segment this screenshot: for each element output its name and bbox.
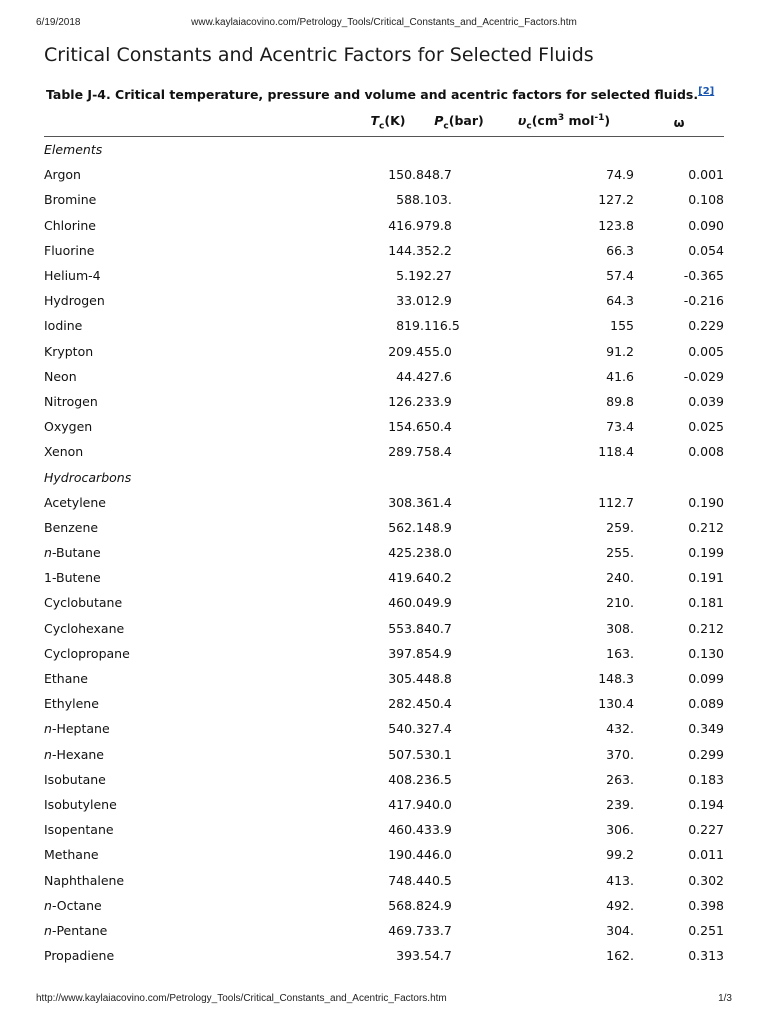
- critical-pressure-cell: 33.9: [424, 822, 452, 838]
- critical-pressure-cell: 48.7: [424, 167, 452, 183]
- fluid-name-cell: [44, 263, 344, 288]
- fluid-name: Propadiene: [44, 948, 115, 964]
- critical-temperature-cell: 553.8: [388, 620, 424, 636]
- group-label: Hydrocarbons: [44, 469, 132, 485]
- acentric-factor-cell: 0.183: [688, 771, 724, 787]
- fluid-name-cell: [44, 515, 344, 540]
- fluid-name: Isopentane: [44, 822, 114, 838]
- print-date: 6/19/2018: [36, 17, 81, 28]
- acentric-factor-cell: 0.039: [688, 393, 724, 409]
- critical-temperature-cell: 417.9: [388, 796, 424, 812]
- print-header: [36, 17, 732, 31]
- critical-temperature-cell: 460.0: [388, 595, 424, 611]
- critical-pressure-cell: 40.7: [424, 620, 452, 636]
- fluid-name: Methane: [44, 847, 99, 863]
- table-row: [44, 439, 724, 464]
- fluid-name-cell: [44, 288, 344, 313]
- critical-temperature-cell: 393.: [396, 948, 424, 964]
- header-critical-pressure: $P_c(bar)$: [424, 108, 494, 137]
- table-row: [44, 817, 724, 842]
- critical-pressure-cell: 40.2: [424, 570, 452, 586]
- fluid-name-cell: [44, 238, 344, 263]
- critical-temperature-cell: 419.6: [388, 570, 424, 586]
- fluid-name: Isobutane: [44, 771, 106, 787]
- critical-volume-cell: 41.6: [606, 368, 634, 384]
- table-row: [44, 540, 724, 565]
- fluid-name-cell: [44, 767, 344, 792]
- table-body: [44, 137, 724, 969]
- fluid-name: Oxygen: [44, 419, 93, 435]
- critical-volume-cell: 308.: [606, 620, 634, 636]
- critical-temperature-cell: 748.4: [388, 872, 424, 888]
- critical-pressure-cell: 38.0: [424, 545, 452, 561]
- acentric-factor-cell: 0.089: [688, 696, 724, 712]
- acentric-factor-cell: -0.216: [683, 293, 724, 309]
- critical-temperature-cell: 460.4: [388, 822, 424, 838]
- critical-volume-cell: 64.3: [606, 293, 634, 309]
- critical-pressure-cell: 40.5: [424, 872, 452, 888]
- table-header-row: [44, 108, 724, 137]
- critical-temperature-cell: 154.6: [388, 419, 424, 435]
- fluid-name: Nitrogen: [44, 393, 98, 409]
- critical-volume-cell: 127.2: [598, 192, 634, 208]
- critical-volume-cell: 66.3: [606, 242, 634, 258]
- critical-temperature-cell: 5.19: [396, 268, 424, 284]
- acentric-factor-cell: 0.191: [688, 570, 724, 586]
- critical-pressure-cell: 12.9: [424, 293, 452, 309]
- acentric-factor-cell: -0.029: [683, 368, 724, 384]
- fluid-name: Fluorine: [44, 242, 95, 258]
- critical-volume-cell: 130.4: [598, 696, 634, 712]
- critical-volume-cell: 123.8: [598, 217, 634, 233]
- table-group-row: [44, 464, 724, 489]
- table-row: [44, 691, 724, 716]
- fluid-name-cell: [44, 943, 344, 968]
- critical-volume-cell: 162.: [606, 948, 634, 964]
- table-row: [44, 565, 724, 590]
- table-row: [44, 590, 724, 615]
- acentric-factor-cell: 0.025: [688, 419, 724, 435]
- critical-temperature-cell: 33.0: [396, 293, 424, 309]
- fluid-name-cell: [44, 742, 344, 767]
- fluid-name-cell: [44, 918, 344, 943]
- critical-temperature-cell: 150.8: [388, 167, 424, 183]
- critical-volume-cell: 148.3: [598, 671, 634, 687]
- table-row: [44, 288, 724, 313]
- acentric-factor-cell: 0.008: [688, 444, 724, 460]
- fluid-name-cell: [44, 439, 344, 464]
- fluid-name: Cyclobutane: [44, 595, 123, 611]
- critical-volume-cell: 163.: [606, 645, 634, 661]
- header-critical-volume: $\upsilon_c(cm^3$ mol$^{-1}$): [494, 108, 634, 137]
- fluid-name: Iodine: [44, 318, 83, 334]
- critical-temperature-cell: 562.1: [388, 519, 424, 535]
- critical-volume-cell: 89.8: [606, 393, 634, 409]
- table-caption-text: Table J-4. Critical temperature, pressure and volume and acentric factors for selected fluids.: [46, 87, 699, 102]
- acentric-factor-cell: 0.229: [688, 318, 724, 334]
- critical-pressure-cell: 2.27: [424, 268, 452, 284]
- critical-temperature-cell: 408.2: [388, 771, 424, 787]
- critical-volume-cell: 91.2: [606, 343, 634, 359]
- fluid-name: Krypton: [44, 343, 94, 359]
- acentric-factor-cell: 0.108: [688, 192, 724, 208]
- fluid-name: Hydrogen: [44, 293, 105, 309]
- fluid-name-cell: [44, 364, 344, 389]
- acentric-factor-cell: 0.011: [688, 847, 724, 863]
- critical-temperature-cell: 308.3: [388, 494, 424, 510]
- table-row: [44, 666, 724, 691]
- critical-pressure-cell: 33.7: [424, 922, 452, 938]
- fluid-name: Neon: [44, 368, 77, 384]
- table-row: [44, 842, 724, 867]
- fluid-name: Cyclopropane: [44, 645, 130, 661]
- fluid-name: -Octane: [51, 897, 102, 913]
- critical-volume-cell: 492.: [606, 897, 634, 913]
- critical-volume-cell: 432.: [606, 721, 634, 737]
- fluid-name-prefix: n: [44, 545, 52, 561]
- table-row: [44, 364, 724, 389]
- fluid-name-prefix: n: [44, 922, 52, 938]
- fluid-name-cell: [44, 691, 344, 716]
- fluid-name-prefix: n: [44, 721, 52, 737]
- footer-url: http://www.kaylaiacovino.com/Petrology_Tools/Critical_Constants_and_Acentric_Factors.htm: [36, 993, 447, 1004]
- critical-pressure-cell: 61.4: [424, 494, 452, 510]
- critical-temperature-cell: 209.4: [388, 343, 424, 359]
- critical-temperature-cell: 190.4: [388, 847, 424, 863]
- fluid-name: Naphthalene: [44, 872, 125, 888]
- critical-temperature-cell: 289.7: [388, 444, 424, 460]
- critical-volume-cell: 304.: [606, 922, 634, 938]
- fluid-name-cell: [44, 842, 344, 867]
- critical-pressure-cell: 58.4: [424, 444, 452, 460]
- fluid-name: Ethylene: [44, 696, 99, 712]
- table-row: [44, 490, 724, 515]
- table-group-row: [44, 137, 724, 163]
- fluid-name: -Butane: [51, 545, 101, 561]
- acentric-factor-cell: 0.251: [688, 922, 724, 938]
- table-row: [44, 767, 724, 792]
- fluid-name-prefix: n: [44, 746, 52, 762]
- critical-temperature-cell: 540.3: [388, 721, 424, 737]
- critical-pressure-cell: 48.9: [424, 519, 452, 535]
- reference-link[interactable]: [2]: [698, 86, 715, 97]
- fluid-name-cell: [44, 893, 344, 918]
- critical-temperature-cell: 588.: [396, 192, 424, 208]
- fluid-name-cell: [44, 339, 344, 364]
- critical-volume-cell: 210.: [606, 595, 634, 611]
- table-row: [44, 238, 724, 263]
- fluid-name: Cyclohexane: [44, 620, 125, 636]
- critical-volume-cell: 240.: [606, 570, 634, 586]
- fluid-name: Xenon: [44, 444, 84, 460]
- critical-temperature-cell: 282.4: [388, 696, 424, 712]
- critical-temperature-cell: 416.9: [388, 217, 424, 233]
- acentric-factor-cell: 0.099: [688, 671, 724, 687]
- critical-pressure-cell: 52.2: [424, 242, 452, 258]
- critical-volume-cell: 306.: [606, 822, 634, 838]
- acentric-factor-cell: -0.365: [683, 268, 724, 284]
- critical-pressure-cell: 40.0: [424, 796, 452, 812]
- acentric-factor-cell: 0.054: [688, 242, 724, 258]
- critical-pressure-cell: 27.4: [424, 721, 452, 737]
- acentric-factor-cell: 0.313: [688, 948, 724, 964]
- table-row: [44, 867, 724, 892]
- table-row: [44, 742, 724, 767]
- table-row: [44, 339, 724, 364]
- table-row: [44, 162, 724, 187]
- critical-volume-cell: 155: [610, 318, 634, 334]
- fluid-name: -Pentane: [51, 922, 108, 938]
- table-row: [44, 918, 724, 943]
- critical-volume-cell: 57.4: [606, 268, 634, 284]
- fluid-name-prefix: n: [44, 897, 52, 913]
- table-row: [44, 414, 724, 439]
- header-acentric-factor: ω: [634, 108, 724, 137]
- page-number: 1/3: [718, 993, 732, 1004]
- table-row: [44, 943, 724, 968]
- group-label: Elements: [44, 142, 103, 158]
- print-footer: [36, 993, 732, 1007]
- critical-volume-cell: 413.: [606, 872, 634, 888]
- critical-pressure-cell: 50.4: [424, 696, 452, 712]
- fluid-name-cell: [44, 792, 344, 817]
- critical-pressure-cell: 103.: [424, 192, 452, 208]
- fluid-name: Argon: [44, 167, 81, 183]
- critical-temperature-cell: 397.8: [388, 645, 424, 661]
- critical-pressure-cell: 79.8: [424, 217, 452, 233]
- fluid-name: Benzene: [44, 519, 99, 535]
- critical-volume-cell: 255.: [606, 545, 634, 561]
- table-row: [44, 792, 724, 817]
- table-row: [44, 213, 724, 238]
- critical-volume-cell: 263.: [606, 771, 634, 787]
- critical-temperature-cell: 305.4: [388, 671, 424, 687]
- critical-pressure-cell: 54.7: [424, 948, 452, 964]
- header-fluid: [44, 108, 344, 137]
- fluid-name: Isobutylene: [44, 796, 117, 812]
- critical-pressure-cell: 30.1: [424, 746, 452, 762]
- fluid-name-cell: [44, 666, 344, 691]
- fluid-name: Acetylene: [44, 494, 106, 510]
- acentric-factor-cell: 0.212: [688, 519, 724, 535]
- acentric-factor-cell: 0.398: [688, 897, 724, 913]
- fluid-name-cell: [44, 817, 344, 842]
- acentric-factor-cell: 0.349: [688, 721, 724, 737]
- fluid-name-cell: [44, 162, 344, 187]
- critical-volume-cell: 370.: [606, 746, 634, 762]
- fluid-name-cell: [44, 616, 344, 641]
- fluid-name: -Heptane: [51, 721, 110, 737]
- critical-constants-table: [44, 108, 724, 968]
- critical-volume-cell: 259.: [606, 519, 634, 535]
- critical-temperature-cell: 568.8: [388, 897, 424, 913]
- fluid-name: Ethane: [44, 671, 88, 687]
- fluid-name: Bromine: [44, 192, 97, 208]
- critical-volume-cell: 99.2: [606, 847, 634, 863]
- critical-volume-cell: 118.4: [598, 444, 634, 460]
- critical-temperature-cell: 819.: [396, 318, 424, 334]
- acentric-factor-cell: 0.299: [688, 746, 724, 762]
- acentric-factor-cell: 0.005: [688, 343, 724, 359]
- critical-pressure-cell: 116.5: [424, 318, 460, 334]
- acentric-factor-cell: 0.212: [688, 620, 724, 636]
- acentric-factor-cell: 0.090: [688, 217, 724, 233]
- critical-volume-cell: 74.9: [606, 167, 634, 183]
- critical-temperature-cell: 469.7: [388, 922, 424, 938]
- table-row: [44, 263, 724, 288]
- critical-pressure-cell: 48.8: [424, 671, 452, 687]
- acentric-factor-cell: 0.302: [688, 872, 724, 888]
- fluid-name-cell: [44, 490, 344, 515]
- fluid-name-cell: [44, 716, 344, 741]
- critical-pressure-cell: 33.9: [424, 393, 452, 409]
- fluid-name-cell: [44, 389, 344, 414]
- critical-pressure-cell: 50.4: [424, 419, 452, 435]
- fluid-name: Chlorine: [44, 217, 96, 233]
- critical-volume-cell: 73.4: [606, 419, 634, 435]
- acentric-factor-cell: 0.227: [688, 822, 724, 838]
- fluid-name-cell: [44, 313, 344, 338]
- fluid-name-cell: [44, 565, 344, 590]
- table-row: [44, 616, 724, 641]
- table-row: [44, 893, 724, 918]
- fluid-name-cell: [44, 213, 344, 238]
- fluid-name-cell: [44, 867, 344, 892]
- critical-pressure-cell: 24.9: [424, 897, 452, 913]
- acentric-factor-cell: 0.194: [688, 796, 724, 812]
- fluid-name-cell: [44, 414, 344, 439]
- critical-temperature-cell: 44.4: [396, 368, 424, 384]
- fluid-name-cell: [44, 187, 344, 212]
- fluid-name-cell: [44, 590, 344, 615]
- critical-pressure-cell: 54.9: [424, 645, 452, 661]
- critical-temperature-cell: 126.2: [388, 393, 424, 409]
- acentric-factor-cell: 0.190: [688, 494, 724, 510]
- acentric-factor-cell: 0.199: [688, 545, 724, 561]
- table-row: [44, 515, 724, 540]
- fluid-name: -Hexane: [51, 746, 104, 762]
- critical-pressure-cell: 27.6: [424, 368, 452, 384]
- page-title: Critical Constants and Acentric Factors for Selected Fluids: [44, 44, 594, 66]
- fluid-name-cell: [44, 641, 344, 666]
- fluid-name: 1-Butene: [44, 570, 101, 586]
- acentric-factor-cell: 0.181: [688, 595, 724, 611]
- critical-temperature-cell: 144.3: [388, 242, 424, 258]
- critical-pressure-cell: 55.0: [424, 343, 452, 359]
- fluid-name-cell: [44, 540, 344, 565]
- table-row: [44, 313, 724, 338]
- critical-pressure-cell: 36.5: [424, 771, 452, 787]
- table-row: [44, 716, 724, 741]
- critical-volume-cell: 112.7: [598, 494, 634, 510]
- critical-pressure-cell: 46.0: [424, 847, 452, 863]
- critical-temperature-cell: 507.5: [388, 746, 424, 762]
- table-row: [44, 389, 724, 414]
- table-row: [44, 187, 724, 212]
- critical-temperature-cell: 425.2: [388, 545, 424, 561]
- fluid-name: Helium-4: [44, 268, 101, 284]
- table-caption: [46, 86, 714, 102]
- table-row: [44, 641, 724, 666]
- critical-pressure-cell: 49.9: [424, 595, 452, 611]
- acentric-factor-cell: 0.130: [688, 645, 724, 661]
- acentric-factor-cell: 0.001: [688, 167, 724, 183]
- print-url: www.kaylaiacovino.com/Petrology_Tools/Critical_Constants_and_Acentric_Factors.htm: [191, 17, 577, 28]
- header-critical-temperature: $T_c(K)$: [344, 108, 424, 137]
- critical-volume-cell: 239.: [606, 796, 634, 812]
